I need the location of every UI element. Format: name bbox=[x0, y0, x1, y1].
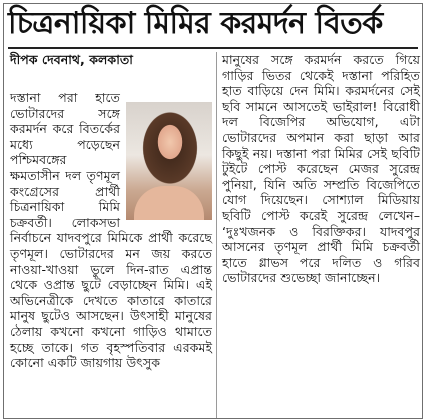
portrait-photo bbox=[126, 102, 212, 220]
column-divider bbox=[216, 52, 217, 419]
byline: দীপক দেবনাথ, কলকাতা bbox=[10, 52, 133, 67]
headline: চিত্রনায়িকা মিমির করমর্দন বিতর্ক bbox=[8, 6, 383, 41]
article-clipping bbox=[3, 3, 423, 419]
right-column-text: মানুষের সঙ্গে করমর্দন করতে গিয়ে গাড়ির ভিতর থেকেই দস্তানা পরিহিত হাত বাড়িয়ে দেন মিমি। করমর্দনের সেই ছবি সামনে আসতেই ভাইরাল! বিরোধী দল বিজেপির অভিযোগ, এটা ভোটারদের অপমান করা ছাড়া আর কিছুই নয়। দস্তানা পরা মিমির সেই ছবিটি টুইটে পোস্ট করেছেন মেজর সুরেন্দ্র পুনিয়া, যিনি অতি সম্প্রতি বিজেপিতে যোগ দিয়েছেন। সোশ্যাল মিডিয়ায় ছবিটি পোস্ট করেই সুরেন্দ্র লেখেন– ‘দুঃখজনক ও বিরক্তিকর। যাদবপুর আসনের তৃণমূল প্রার্থী মিমি চক্রবর্তী হাতে গ্লাভস পরে দলিত ও গরিব ভোটারদের শুভেচ্ছা জানাচ্ছেন। bbox=[222, 52, 420, 286]
left-column bbox=[10, 52, 212, 371]
left-column-text: দস্তানা পরা হাতে ভোটারদের সঙ্গে করমর্দন করে বিতর্কের মধ্যে পড়েছেন পশ্চিমবঙ্গের ক্ষমতাসীন দল তৃণমূল কংগ্রেসের প্রার্থী চিত্রনায়িকা মিমি চক্রবর্তী। লোকসভা নির্বাচনে যাদবপুরে মিমিকে প্রার্থী করেছে তৃণমূল। ভোটারদের মন জয় করতে নাওয়া-খাওয়া ভুলে দিন-রাত এপ্রান্ত থেকে ওপ্রান্ত ছুটে বেড়াচ্ছেন মিমি। এই অভিনেত্রীকে দেখতে কাতারে কাতারে মানুষ ছুটেও আসছেন। উৎসাহী মানুষের ঠেলায় কখনো কখনো গাড়িও থামাতে হচ্ছে তাকে। গত বৃহস্পতিবার এরকমই কোনো একটি জায়গায় উৎসুক bbox=[10, 90, 212, 371]
portrait-shoulders bbox=[134, 186, 204, 220]
right-column bbox=[222, 52, 420, 286]
headline-rule bbox=[8, 47, 418, 49]
